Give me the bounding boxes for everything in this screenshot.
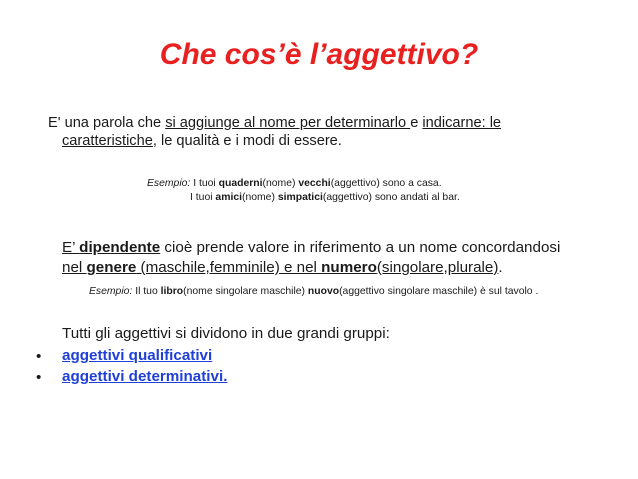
dependency-period: . xyxy=(498,259,503,276)
example-noun: amici xyxy=(215,192,242,203)
dependency-prefix: E’ xyxy=(62,239,80,256)
definition-characteristics: caratteristiche xyxy=(62,133,153,149)
example-adjective: nuovo xyxy=(307,286,340,297)
example-adjective: simpatici xyxy=(277,192,323,203)
example-noun: quaderni xyxy=(218,178,263,189)
definition-conjunction: e xyxy=(410,115,423,131)
dependency-keyword: dipendente xyxy=(79,239,161,256)
dependency-line-1 xyxy=(62,238,622,258)
example-text: I tuoi xyxy=(190,178,219,189)
example-text: (aggettivo) sono a casa. xyxy=(330,178,442,189)
definition-line-1 xyxy=(48,114,618,132)
bullet-icon: • xyxy=(36,369,42,386)
dependency-text: cioè prende valore in riferimento a un nome concordandosi xyxy=(160,239,561,256)
example-text: (nome) xyxy=(262,178,299,189)
dependency-text: (maschile,femminile) e nel xyxy=(136,259,322,276)
definition-paragraph xyxy=(48,114,618,150)
example-adjective: vecchi xyxy=(298,178,331,189)
groups-intro: Tutti gli aggettivi si dividono in due grandi gruppi: xyxy=(62,325,390,342)
example-text: (nome) xyxy=(242,192,278,203)
definition-indicate: indicarne: le xyxy=(422,115,502,131)
dependency-text: nel xyxy=(62,259,87,276)
gender-keyword: genere xyxy=(86,259,137,276)
example-1-line-2 xyxy=(190,191,460,205)
example-text: (aggettivo singolare maschile) è sul tavolo . xyxy=(339,286,539,297)
definition-rest: , le qualità e i modi di essere. xyxy=(152,133,342,149)
definition-line-2 xyxy=(48,132,618,150)
dependency-line-2 xyxy=(62,258,622,278)
bullet-icon: • xyxy=(36,348,42,365)
definition-text: E' una parola che xyxy=(48,115,166,131)
example-noun: libro xyxy=(160,286,184,297)
example-text: (aggettivo) sono andati al bar. xyxy=(322,192,460,203)
example-text: (nome singolare maschile) xyxy=(183,286,308,297)
example-text: I tuoi xyxy=(190,192,216,203)
example-2 xyxy=(89,286,538,297)
example-1-line-1 xyxy=(147,177,442,191)
dependency-paragraph xyxy=(62,238,622,278)
number-keyword: numero xyxy=(321,259,377,276)
group-determinativi-link[interactable]: aggettivi determinativi. xyxy=(62,368,228,385)
dependency-text: (singolare,plurale) xyxy=(376,259,499,276)
example-label: Esempio: xyxy=(147,178,191,189)
group-qualificativi-link[interactable]: aggettivi qualificativi xyxy=(62,347,213,364)
example-label: Esempio: xyxy=(89,286,133,297)
example-text: Il tuo xyxy=(132,286,161,297)
slide-title: Che cos’è l’aggettivo? xyxy=(159,38,479,71)
definition-underlined: si aggiunge al nome per determinarlo xyxy=(165,115,411,131)
